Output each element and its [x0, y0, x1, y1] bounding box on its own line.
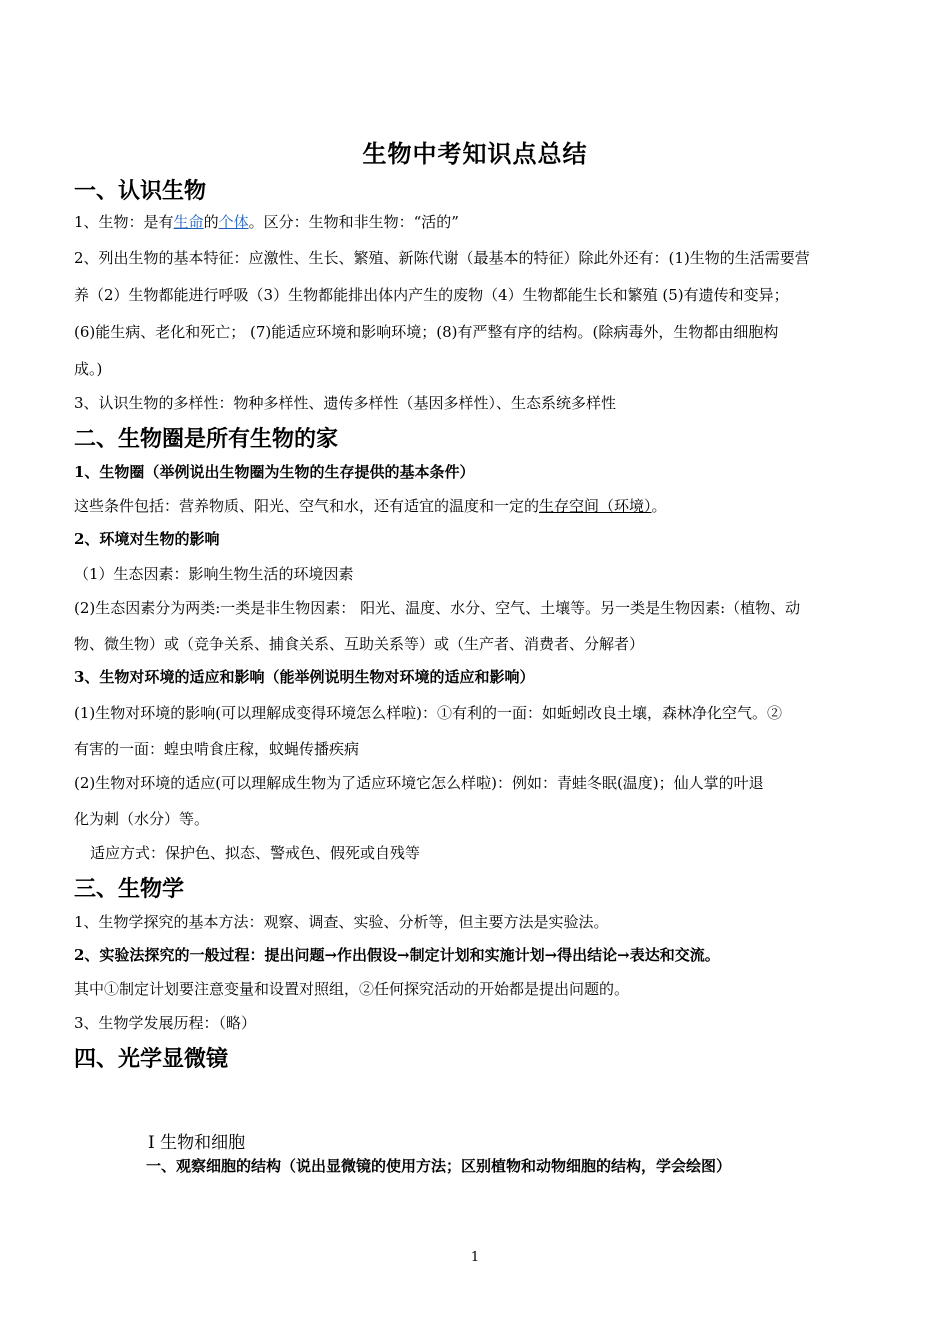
section-heading-3: 三、生物学	[74, 876, 185, 902]
paragraph-s2-4: （1）生态因素：影响生物生活的环境因素	[74, 565, 354, 583]
page-number: 1	[470, 1250, 480, 1265]
paragraph-line: 成。)	[74, 360, 103, 378]
paragraph-s3-1: 1、生物学探究的基本方法：观察、调查、实验、分析等，但主要方法是实验法。	[74, 913, 609, 931]
paragraph-line: 化为刺（水分）等。	[74, 810, 210, 828]
paragraph-s3-4: 3、生物学发展历程：（略）	[74, 1014, 257, 1032]
paragraph-line: 养（2）生物都能进行呼吸（3）生物都能排出体内产生的废物（4）生物都能生长和繁殖 (5)有遗传和变异；	[74, 286, 789, 304]
paragraph-line: (2)生物对环境的适应(可以理解成生物为了适应环境它怎么样啦)：例如：青蛙冬眠(温度)；仙人掌的叶退	[74, 774, 764, 792]
paragraph-s3-3: 其中①制定计划要注意变量和设置对照组，②任何探究活动的开始都是提出问题的。	[74, 980, 630, 998]
text: 的	[203, 213, 219, 231]
paragraph-s2-3: 2、环境对生物的影响	[74, 530, 220, 548]
underlined-text: 生存空间（环境）	[539, 497, 652, 515]
subsection-heading: Ⅰ 生物和细胞	[148, 1133, 246, 1153]
paragraph-s2-6: 3、生物对环境的适应和影响（能举例说明生物对环境的适应和影响）	[74, 668, 535, 686]
paragraph-line: (2)生态因素分为两类:一类是非生物因素： 阳光、温度、水分、空气、土壤等。另一类是生物因素:（植物、动	[74, 599, 801, 617]
link-life[interactable]: 生命	[173, 213, 204, 231]
paragraph-line: (1)生物对环境的影响(可以理解成变得环境怎么样啦)：①有利的一面：如蚯蚓改良土壤，森林净化空气。②	[74, 704, 782, 722]
paragraph-line: 物、微生物）或（竞争关系、捕食关系、互助关系等）或（生产者、消费者、分解者）	[74, 635, 645, 653]
link-individual[interactable]: 个体	[218, 213, 249, 231]
document-title: 生物中考知识点总结	[362, 139, 588, 168]
paragraph-s2-2	[74, 495, 874, 516]
section-heading-2: 二、生物圈是所有生物的家	[74, 426, 339, 452]
text: 。	[651, 497, 667, 515]
paragraph-s1-3: 3、认识生物的多样性：物种多样性、遗传多样性（基因多样性）、生态系统多样性	[74, 394, 617, 412]
text: 这些条件包括：营养物质、阳光、空气和水，还有适宜的温度和一定的	[74, 497, 540, 515]
paragraph-line: 有害的一面：蝗虫啃食庄稼，蚊蝇传播疾病	[74, 740, 360, 758]
paragraph-s2-1: 1、生物圈（举例说出生物圈为生物的生存提供的基本条件）	[74, 463, 475, 481]
subsection-paragraph: 一、观察细胞的结构（说出显微镜的使用方法；区别植物和动物细胞的结构，学会绘图）	[146, 1157, 732, 1175]
paragraph-s2-9: 适应方式：保护色、拟态、警戒色、假死或自残等	[90, 844, 421, 862]
paragraph-line: 2、列出生物的基本特征：应激性、生长、繁殖、新陈代谢（最基本的特征）除此外还有：(1)生物的生活需要营	[74, 249, 810, 267]
paragraph-s1-1	[74, 211, 874, 232]
section-heading-1: 一、认识生物	[74, 178, 207, 204]
paragraph-s3-2: 2、实验法探究的一般过程：提出问题→作出假设→制定计划和实施计划→得出结论→表达和交流。	[74, 946, 720, 964]
text: 1、生物：是有	[74, 213, 174, 231]
text: 。区分：生物和非生物：“活的”	[248, 213, 459, 231]
section-heading-4: 四、光学显微镜	[74, 1046, 229, 1072]
paragraph-line: (6)能生病、老化和死亡； (7)能适应环境和影响环境；(8)有严整有序的结构。(除病毒外，生物都由细胞构	[74, 323, 779, 341]
